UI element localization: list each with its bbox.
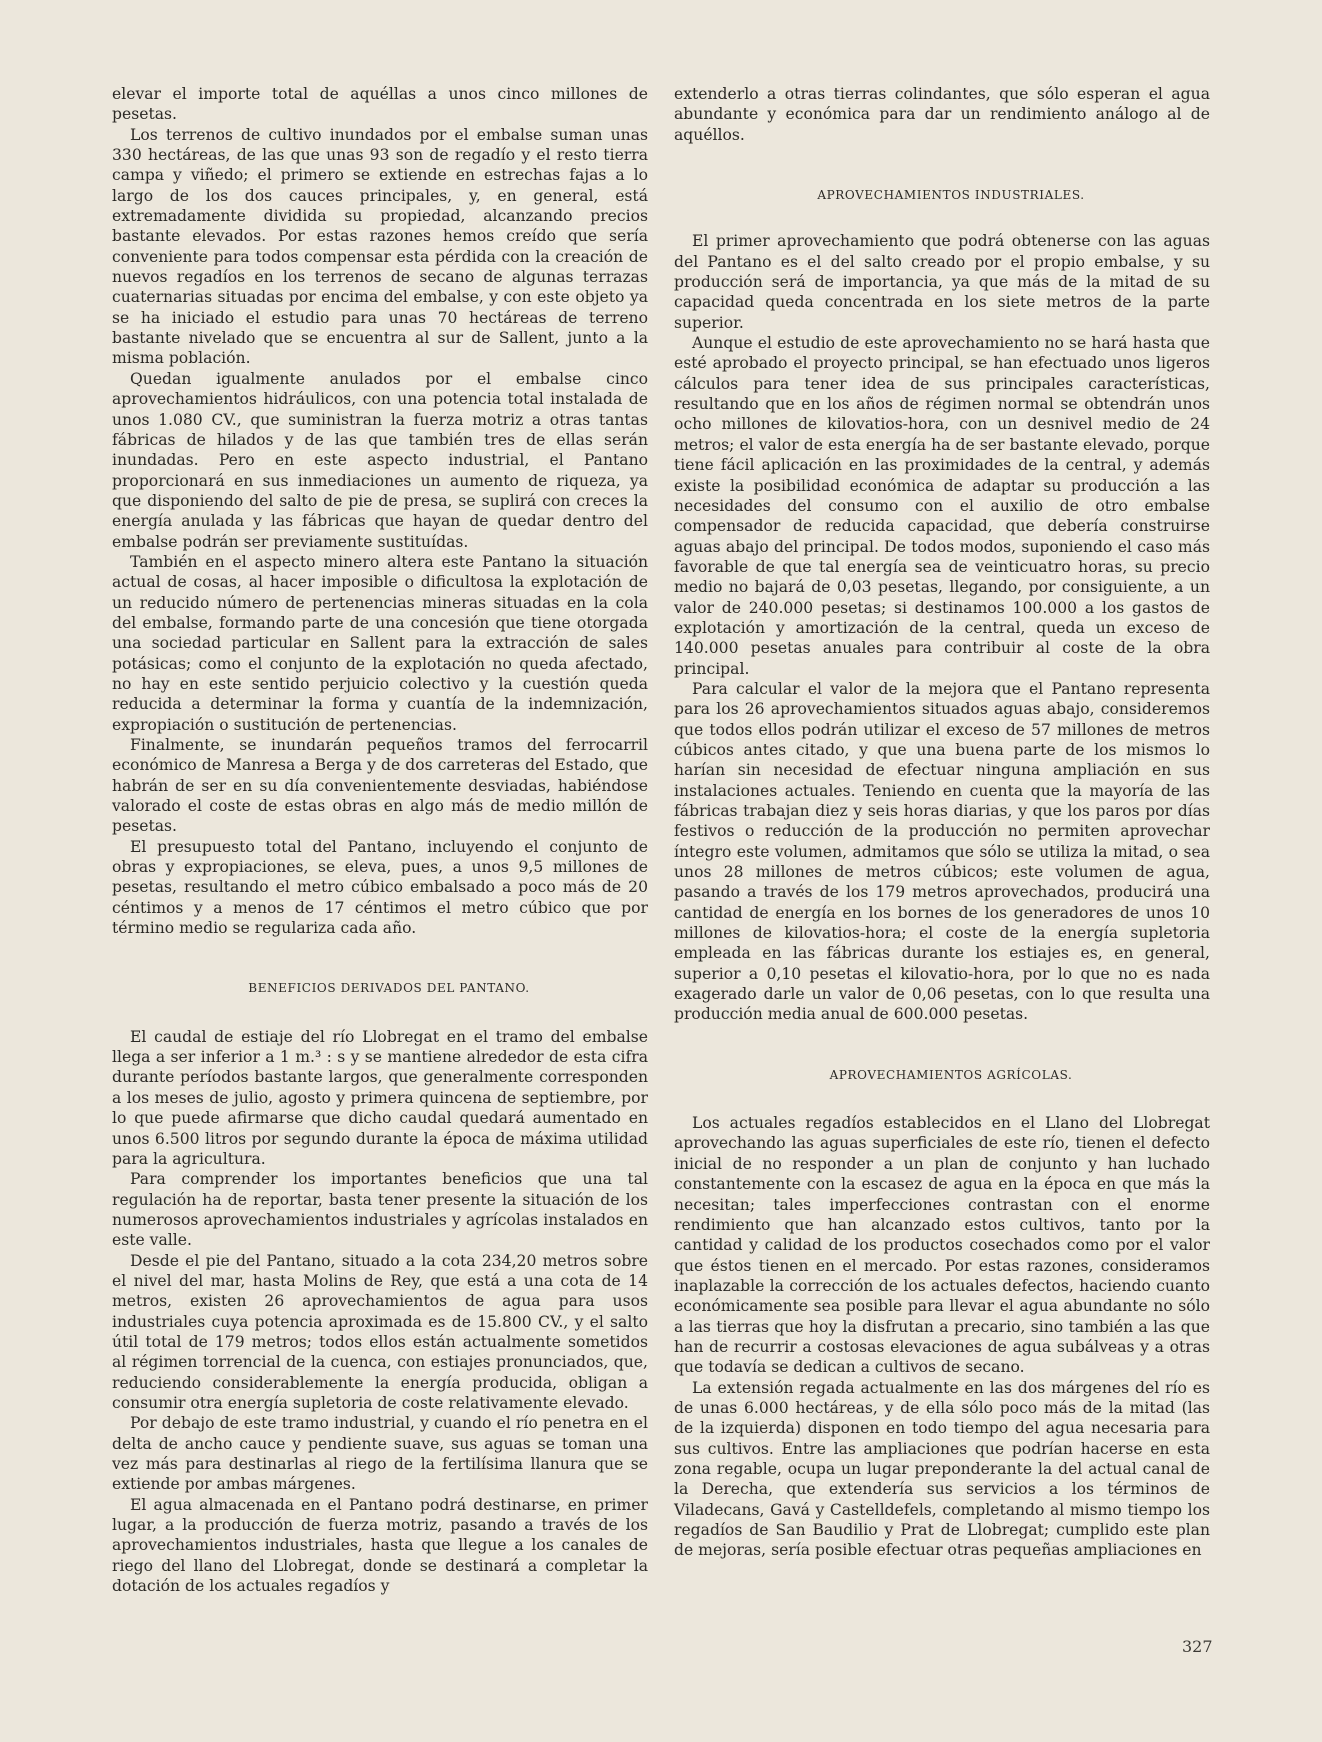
paragraph: Por debajo de este tramo industrial, y cuando el río penetra en el delta de ancho cauce y pendiente suave, sus aguas se toman una vez más para destinarlas al riego de la fertilísima llanura que se extiende por ambas márgenes. xyxy=(112,1414,648,1494)
paragraph: Los terrenos de cultivo inundados por el embalse suman unas 330 hectáreas, de las que unas 93 son de regadío y el resto tierra campa y viñedo; el primero se extiende en estrechas fajas a lo largo de los dos cauces principales, y, en general, está extremadamente dividida su propiedad, alcanzando precios bastante elevados. Por estas razones hemos creído que sería conveniente para todos compensar esta pérdida con la creación de nuevos regadíos en los terrenos de secano de algunas terrazas cuaternarias situadas por encima del embalse, y con este objeto ya se ha iniciado el estudio para unas 70 hectáreas de terreno bastante nivelado que se encuentra al sur de Sallent, junto a la misma población. xyxy=(112,125,648,368)
paragraph: Los actuales regadíos establecidos en el Llano del Llobregat aprovechando las aguas superficiales de este río, tienen el defecto inicial de no responder a un plan de conjunto y han luchado constantemente con la escasez de agua en la época en que más la necesitan; tales imperfecciones contrastan con el enorme rendimiento que han alcanzado estos cultivos, tanto por la cantidad y calidad de los productos cosechados como por el valor que éstos tienen en el mercado. Por estas razones, consideramos inaplazable la corrección de los actuales defectos, haciendo cuanto económicamente sea posible para llevar el agua abundante no sólo a las tierras que hoy la disfrutan a precario, sino también a las que han de recurrir a costosas elevaciones de agua subálveas y a otras que todavía se dedican a cultivos de secano. xyxy=(674,1114,1210,1377)
left-column xyxy=(112,84,648,1596)
paragraph: Desde el pie del Pantano, situado a la cota 234,20 metros sobre el nivel del mar, hasta Molins de Rey, que está a una cota de 14 metros, existen 26 aprovechamientos de agua para usos industriales cuya potencia aproximada es de 15.800 CV., y el salto útil total de 179 metros; todos ellos están actualmente sometidos al régimen torrencial de la cuenca, con estiajes pronunciados, que, reduciendo considerablemente la energía producida, obligan a consumir otra energía supletoria de coste relativamente elevado. xyxy=(112,1251,648,1412)
section-heading: APROVECHAMIENTOS AGRÍCOLAS. xyxy=(829,1067,1073,1082)
paragraph: Aunque el estudio de este aprovechamiento no se hará hasta que esté aprobado el proyecto principal, se han efectuado unos ligeros cálculos para tener idea de sus principales características, resultando que en los años de régimen normal se obtendrán unos ocho millones de kilovatios-hora, con un desnivel medio de 24 metros; el valor de esta energía ha de ser bastante elevado, porque tiene fácil aplicación en las proximidades de la central, y además existe la posibilidad económica de adaptar su producción a las necesidades del consumo con el auxilio de otro embalse compensador de reducida capacidad, que debería construirse aguas abajo del principal. De todos modos, suponiendo el caso más favorable de que tal energía sea de veinticuatro horas, su precio medio no bajará de 0,03 pesetas, llegando, por consiguiente, a un valor de 240.000 pesetas; si destinamos 100.000 a los gastos de explotación y amortización de la central, queda un exceso de 140.000 pesetas anuales para contribuir al coste de la obra principal. xyxy=(674,334,1210,678)
paragraph: El presupuesto total del Pantano, incluyendo el conjunto de obras y expropiaciones, se eleva, pues, a unos 9,5 millones de pesetas, resultando el metro cúbico embalsado a poco más de 20 céntimos y a menos de 17 céntimos el metro cúbico que por término medio se regulariza cada año. xyxy=(112,837,648,938)
paragraph: También en el aspecto minero altera este Pantano la situación actual de cosas, al hacer imposible o dificultosa la explotación de un reducido número de pertenencias mineras situadas en la cola del embalse, formando parte de una concesión que tiene otorgada una sociedad particular en Sallent para la extracción de sales potásicas; como el conjunto de la explotación no queda afectado, no hay en este sentido perjuicio colectivo y la cuestión queda reducida a determinar la forma y cuantía de la indemnización, expropiación o sustitución de pertenencias. xyxy=(112,552,648,734)
paragraph: El caudal de estiaje del río Llobregat en el tramo del embalse llega a ser inferior a 1 m.³ : s y se mantiene alrededor de esta cifra durante períodos bastante largos, que generalmente corresponden a los meses de julio, agosto y primera quincena de septiembre, por lo que puede afirmarse que dicho caudal quedará aumentado en unos 6.500 litros por segundo durante la época de máxima utilidad para la agricultura. xyxy=(112,1027,648,1168)
page-number: 327 xyxy=(1182,1637,1213,1656)
paragraph: extenderlo a otras tierras colindantes, que sólo esperan el agua abundante y económica para dar un rendimiento análogo al de aquéllos. xyxy=(674,85,1210,144)
section-heading: BENEFICIOS DERIVADOS DEL PANTANO. xyxy=(248,981,530,996)
paragraph: El agua almacenada en el Pantano podrá destinarse, en primer lugar, a la producción de fuerza motriz, pasando a través de los aprovechamientos industriales, hasta que llegue a los canales de riego del llano del Llobregat, donde se destinará a completar la dotación de los actuales regadíos y xyxy=(112,1495,648,1596)
section-heading: APROVECHAMIENTOS INDUSTRIALES. xyxy=(817,188,1085,203)
paragraph: La extensión regada actualmente en las dos márgenes del río es de unas 6.000 hectáreas, y de ella sólo poco más de la mitad (las de la izquierda) disponen en todo tiempo del agua necesaria para sus cultivos. Entre las ampliaciones que podrían hacerse en esta zona regable, ocupa un lugar preponderante la del actual canal de la Derecha, que extendería sus servicios a los términos de Viladecans, Gavá y Castelldefels, completando al mismo tiempo los regadíos de San Baudilio y Prat de Llobregat; cumplido este plan de mejoras, sería posible efectuar otras pequeñas ampliaciones en xyxy=(674,1378,1210,1560)
paragraph: Para calcular el valor de la mejora que el Pantano representa para los 26 aprovechamientos situados aguas abajo, consideremos que todos ellos podrán utilizar el exceso de 57 millones de metros cúbicos antes citado, y que una buena parte de los mismos lo harían sin necesidad de efectuar ninguna ampliación en sus instalaciones actuales. Teniendo en cuenta que la mayoría de las fábricas trabajan diez y seis horas diarias, y que los paros por días festivos o reducción de la producción no permiten aprovechar íntegro este volumen, admitamos que sólo se utiliza la mitad, o sea unos 28 millones de metros cúbicos; este volumen de agua, pasando a través de los 179 metros aprovechados, producirá una cantidad de energía en los bornes de los generadores de unos 10 millones de kilovatios-hora; el coste de la energía supletoria empleada en las fábricas durante los estiajes es, en general, superior a 0,10 pesetas el kilovatio-hora, por lo que no es nada exagerado darle un valor de 0,06 pesetas, con lo que resulta una producción media anual de 600.000 pesetas. xyxy=(674,679,1210,1024)
paragraph: El primer aprovechamiento que podrá obtenerse con las aguas del Pantano es el del salto creado por el propio embalse, y su producción será de importancia, ya que más de la mitad de su capacidad queda concentrada en los siete metros de la parte superior. xyxy=(674,232,1210,332)
paragraph: elevar el importe total de aquéllas a unos cinco millones de pesetas. xyxy=(112,85,648,124)
right-column xyxy=(674,84,1210,1561)
paragraph: Para comprender los importantes beneficios que una tal regulación ha de reportar, basta tener presente la situación de los numerosos aprovechamientos industriales y agrícolas instalados en este valle. xyxy=(112,1170,648,1250)
paragraph: Finalmente, se inundarán pequeños tramos del ferrocarril económico de Manresa a Berga y de dos carreteras del Estado, que habrán de ser en su día convenientemente desviadas, habiéndose valorado el coste de estas obras en algo más de medio millón de pesetas. xyxy=(112,736,648,836)
paragraph: Quedan igualmente anulados por el embalse cinco aprovechamientos hidráulicos, con una potencia total instalada de unos 1.080 CV., que suministran la fuerza motriz a otras tantas fábricas de hilados y de las que también tres de ellas serán inundadas. Pero en este aspecto industrial, el Pantano proporcionará en sus inmediaciones un aumento de riqueza, ya que disponiendo del salto de pie de presa, se suplirá con creces la energía anulada y las fábricas que hayan de quedar dentro del embalse podrán ser previamente sustituídas. xyxy=(112,369,648,551)
